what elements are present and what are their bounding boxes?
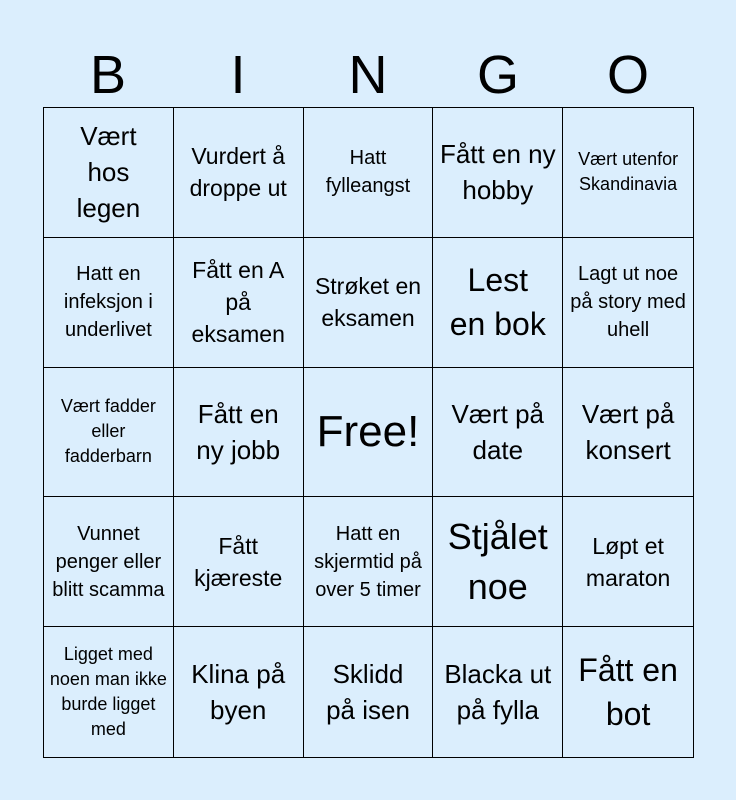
bingo-cell[interactable] — [174, 497, 304, 627]
header-letter-g: G — [476, 45, 519, 105]
bingo-cell[interactable] — [174, 108, 304, 238]
header-letter-i: I — [230, 45, 246, 105]
bingo-cell[interactable] — [174, 627, 304, 757]
bingo-cell[interactable] — [433, 108, 563, 238]
cell-label: Stjålet noe — [447, 515, 548, 607]
bingo-cell[interactable] — [563, 108, 693, 238]
cell-label: Vært på date — [451, 398, 545, 465]
bingo-cell[interactable] — [304, 497, 434, 627]
bingo-cell[interactable] — [433, 238, 563, 368]
bingo-cell[interactable] — [44, 368, 174, 498]
cell-label: Vært utenfor Skandinavia — [578, 149, 679, 195]
cell-label: Løpt et maraton — [585, 532, 671, 591]
bingo-cell[interactable] — [304, 368, 434, 498]
cell-label: Fått en ny hobby — [439, 139, 556, 206]
bingo-cell[interactable] — [304, 627, 434, 757]
header-letter-n: N — [348, 45, 388, 105]
bingo-cell[interactable] — [563, 368, 693, 498]
bingo-cell[interactable] — [433, 368, 563, 498]
cell-label: Hatt en skjermtid på over 5 timer — [314, 522, 422, 601]
bingo-cell[interactable] — [563, 627, 693, 757]
bingo-cell[interactable] — [433, 497, 563, 627]
cell-label: Fått en bot — [578, 652, 678, 733]
bingo-cell[interactable] — [44, 627, 174, 757]
cell-label: Vært på konsert — [581, 398, 675, 465]
cell-label: Hatt en infeksjon i underlivet — [63, 263, 153, 342]
header-letter-o: O — [606, 45, 649, 105]
cell-label: Vurdert å droppe ut — [189, 143, 287, 202]
cell-label: Strøket en eksamen — [314, 273, 422, 332]
cell-label: Vært fadder eller fadderbarn — [60, 396, 156, 467]
cell-label: Fått kjæreste — [194, 532, 283, 591]
bingo-cell[interactable] — [563, 497, 693, 627]
cell-label: Blacka ut på fylla — [444, 659, 552, 726]
bingo-cell[interactable] — [433, 627, 563, 757]
bingo-cell[interactable] — [174, 368, 304, 498]
cell-label: Sklidd på isen — [326, 659, 410, 726]
cell-label: Ligget med noen man ikke burde ligget med — [49, 644, 167, 740]
bingo-cell[interactable] — [304, 108, 434, 238]
cell-label: Hatt fylleangst — [325, 147, 411, 198]
cell-label: Lagt ut noe på story med uhell — [570, 263, 686, 342]
cell-label: Fått en ny jobb — [196, 398, 281, 465]
cell-label: Lest en bok — [449, 262, 546, 343]
cell-label: Klina på byen — [191, 659, 286, 726]
cell-label: Vært hos legen — [76, 121, 141, 224]
bingo-cell[interactable] — [174, 238, 304, 368]
bingo-cell[interactable] — [44, 497, 174, 627]
cell-label: Free! — [316, 406, 420, 456]
bingo-cell[interactable] — [44, 108, 174, 238]
bingo-cell[interactable] — [563, 238, 693, 368]
bingo-grid — [43, 107, 694, 758]
cell-label: Fått en A på eksamen — [191, 257, 285, 348]
cell-label: Vunnet penger eller blitt scamma — [52, 522, 165, 601]
bingo-cell[interactable] — [44, 238, 174, 368]
header-letter-b: B — [89, 45, 127, 105]
bingo-cell[interactable] — [304, 238, 434, 368]
bingo-header — [43, 44, 693, 106]
